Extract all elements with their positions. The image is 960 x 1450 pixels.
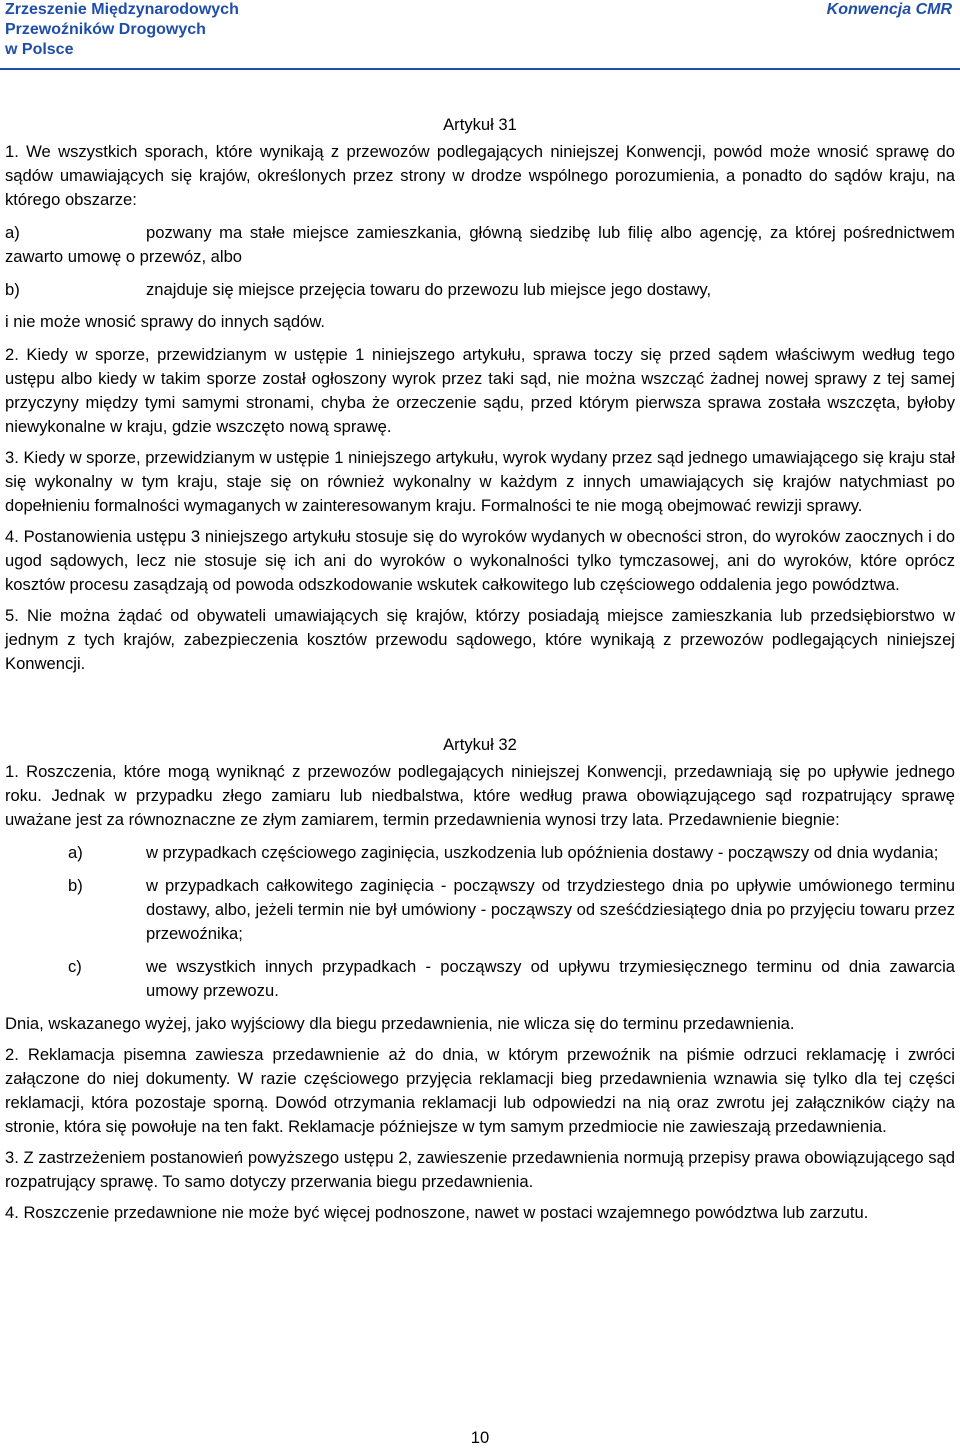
- list-text: znajduje się miejsce przejęcia towaru do przewozu lub miejsce jego dostawy,: [146, 280, 712, 299]
- article-32-list-item-b: [5, 874, 955, 946]
- article-31-list-item-b: [5, 278, 955, 302]
- list-label: b): [5, 280, 20, 299]
- document-body: [5, 113, 955, 1232]
- article-32-list-item-a: [5, 841, 955, 865]
- document-title: Konwencja CMR: [826, 1, 952, 18]
- article-31-list-item-a: [5, 221, 955, 269]
- list-text: w przypadkach całkowitego zaginięcia - począwszy od trzydziestego dnia po upływie umówionego terminu dostawy, albo, jeżeli termin nie był umówiony - począwszy od sześćdziesiątego dnia po przyjęciu towaru przez przewoźnika;: [146, 876, 955, 943]
- list-text: w przypadkach częściowego zaginięcia, uszkodzenia lub opóźnienia dostawy - począwszy od dnia wydania;: [146, 843, 939, 862]
- org-name-line-3: w Polsce: [5, 41, 74, 58]
- page-number: 10: [470, 1428, 490, 1447]
- article-31-paragraph-5: 5. Nie można żądać od obywateli umawiających się krajów, którzy posiadają miejsce zamieszkania lub przedsiębiorstwo w jednym z tych krajów, zabezpieczenia kosztów przewodu sądowego, które wynikają z przewozów podlegających niniejszej Konwencji.: [5, 606, 955, 673]
- page-header-organization: [5, 0, 239, 60]
- article-32-paragraph-2: 2. Reklamacja pisemna zawiesza przedawnienie aż do dnia, w którym przewoźnik na piśmie odrzuci reklamację i zwróci załączone do niej dokumenty. W razie częściowego przyjęcia reklamacji bieg przedawnienia wznawia się tylko dla tej części reklamacji, która pozostaje sporną. Dowód otrzymania reklamacji lub odpowiedzi na nią oraz zwrotu jej załączników ciąży na stronie, która się powołuje na ten fakt. Reklamacje późniejsze w tym samym przedmiocie nie zawieszają przedawnienia.: [5, 1045, 955, 1136]
- article-31-paragraph-1-end: i nie może wnosić sprawy do innych sądów.: [5, 312, 326, 331]
- article-31-paragraph-2: 2. Kiedy w sporze, przewidzianym w ustępie 1 niniejszego artykułu, sprawa toczy się przed sądem właściwym według tego ustępu albo kiedy w takim sporze został ogłoszony wyrok przez taki sąd, nie można wszcząć żadnej nowej sprawy z tej samej przyczyny między tymi samymi stronami, chyba że orzeczenie sądu, przed którym pierwsza sprawa została wszczęta, byłoby niewykonalne w kraju, gdzie wszczęto nową sprawę.: [5, 345, 955, 436]
- article-31-paragraph-3: 3. Kiedy w sporze, przewidzianym w ustępie 1 niniejszego artykułu, wyrok wydany przez sąd jednego umawiającego się kraju stał się wykonalny w tym kraju, staje się on również wykonalny w każdym z innych umawiających się krajów natychmiast po dopełnieniu formalności wymaganych w zainteresowanym kraju. Formalności te nie mogą obejmować rewizji sprawy.: [5, 448, 955, 515]
- article-32-paragraph-3: 3. Z zastrzeżeniem postanowień powyższego ustępu 2, zawieszenie przedawnienia normują przepisy prawa obowiązującego sąd rozpatrujący sprawę. To samo dotyczy przerwania biegu przedawnienia.: [5, 1148, 955, 1191]
- article-31-title: Artykuł 31: [443, 115, 517, 134]
- list-text: pozwany ma stałe miejsce zamieszkania, główną siedzibę lub filię albo agencję, za której pośrednictwem zawarto umowę o przewóz, albo: [5, 223, 955, 266]
- article-32-title: Artykuł 32: [443, 735, 517, 754]
- list-text: we wszystkich innych przypadkach - począwszy od upływu trzymiesięcznego terminu od dnia zawarcia umowy przewozu.: [146, 957, 955, 1000]
- org-name-line-1: Zrzeszenie Międzynarodowych: [5, 1, 239, 18]
- list-label: a): [5, 223, 20, 242]
- article-32-paragraph-1-end: Dnia, wskazanego wyżej, jako wyjściowy dla biegu przedawnienia, nie wlicza się do terminu przedawnienia.: [5, 1014, 795, 1033]
- article-32-list-item-c: [5, 955, 955, 1003]
- list-label: a): [68, 843, 83, 862]
- list-label: c): [68, 957, 82, 976]
- org-name-line-2: Przewoźników Drogowych: [5, 21, 206, 38]
- article-31-paragraph-4: 4. Postanowienia ustępu 3 niniejszego artykułu stosuje się do wyroków wydanych w obecności stron, do wyroków zaocznych i do ugod sądowych, lecz nie stosuje się ich ani do wyroków o wykonalności tylko tymczasowej, ani do wyroków, które oprócz kosztów procesu zasądzają od powoda odszkodowanie wskutek całkowitego lub częściowego oddalenia jego powództwa.: [5, 527, 955, 594]
- article-32-paragraph-1: 1. Roszczenia, które mogą wyniknąć z przewozów podlegających niniejszej Konwencji, przedawniają się po upływie jednego roku. Jednak w przypadku złego zamiaru lub niedbalstwa, które według prawa obowiązującego sąd rozpatrujący sprawę uważane jest za równoznaczne ze złym zamiarem, termin przedawnienia wynosi trzy lata. Przedawnienie biegnie:: [5, 762, 955, 829]
- header-divider: [0, 68, 960, 70]
- list-label: b): [68, 876, 83, 895]
- article-31-paragraph-1: 1. We wszystkich sporach, które wynikają z przewozów podlegających niniejszej Konwencji, powód może wnosić sprawę do sądów umawiających się krajów, określonych przez strony w drodze wspólnego porozumienia, a ponadto do sądów kraju, na którego obszarze:: [5, 142, 955, 209]
- article-32-paragraph-4: 4. Roszczenie przedawnione nie może być więcej podnoszone, nawet w postaci wzajemnego powództwa lub zarzutu.: [5, 1203, 869, 1222]
